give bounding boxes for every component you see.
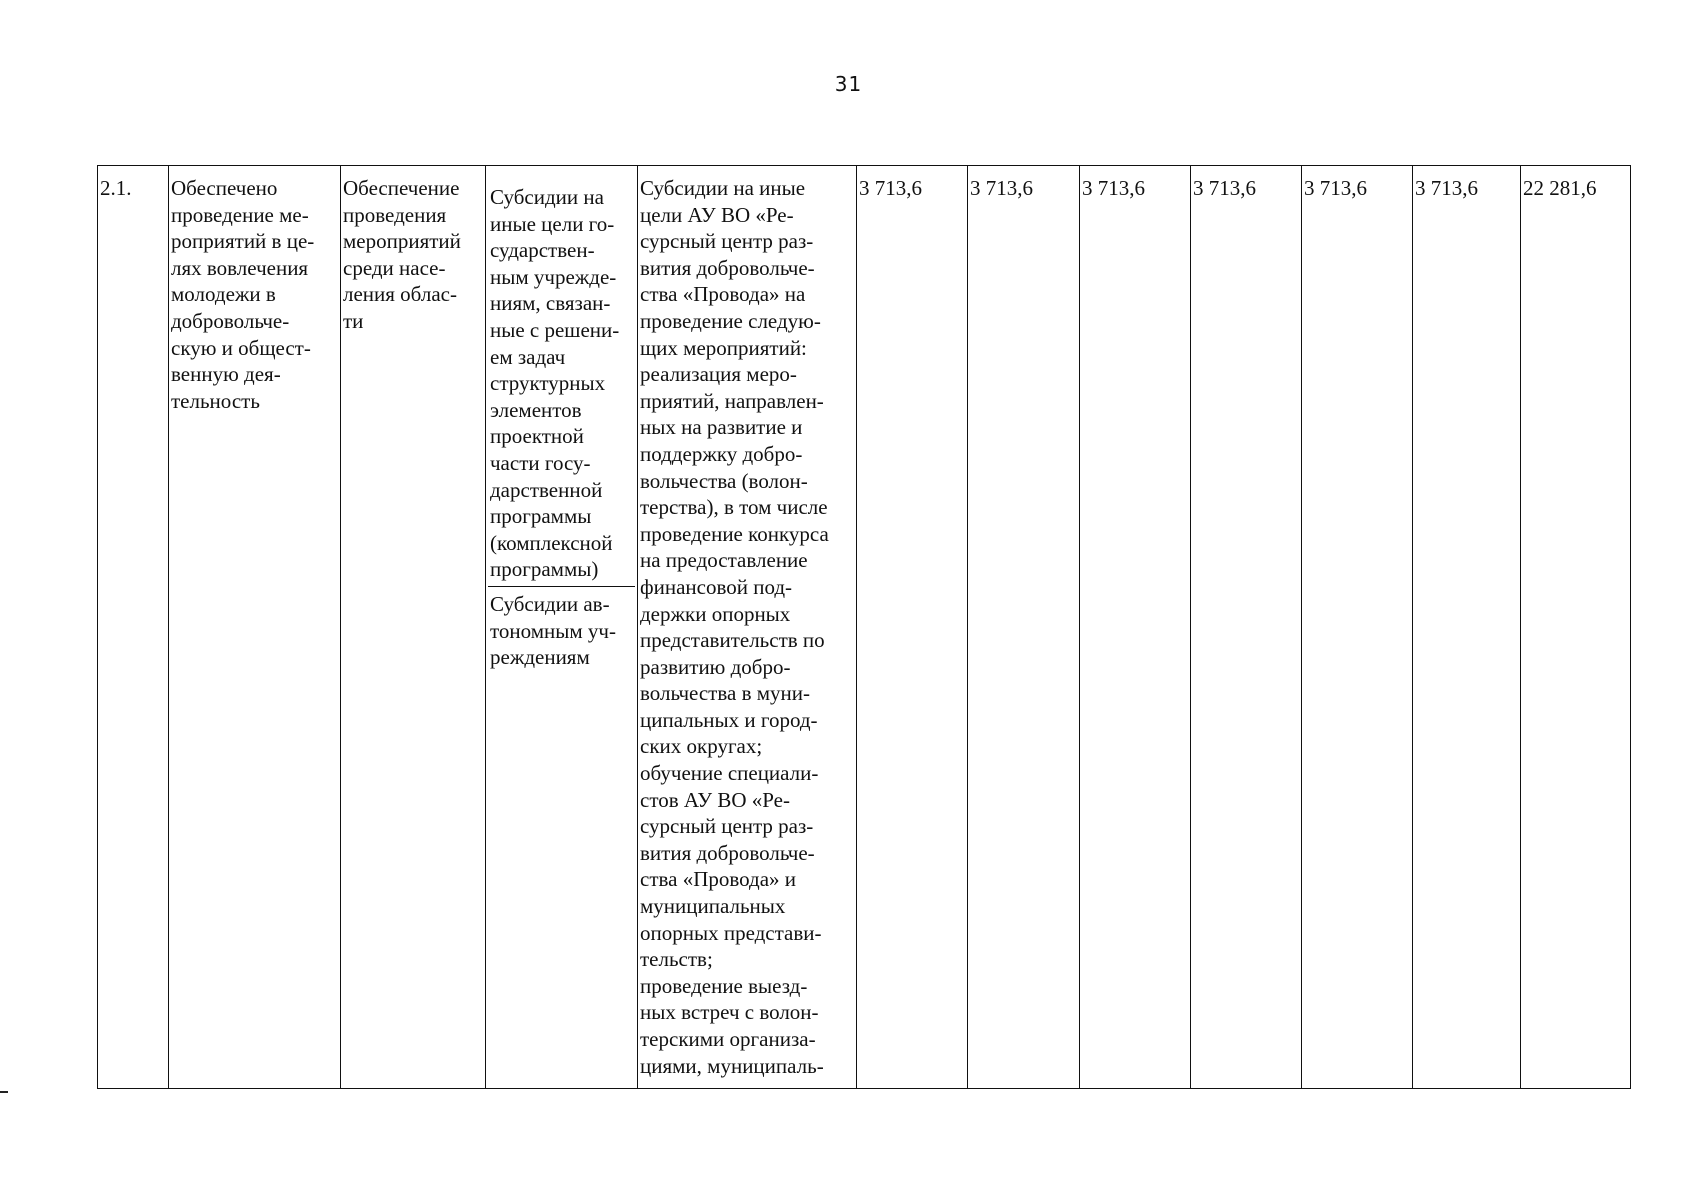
total-cell: 22 281,6 [1521, 166, 1631, 1089]
row-number-cell [98, 166, 169, 1089]
amount-cell-2: 3 713,6 [968, 166, 1080, 1089]
row-number: 2.1. [100, 176, 132, 200]
table-row [98, 166, 1631, 1089]
description-cell [638, 166, 857, 1089]
measure-text: Обеспечение проведения мероприятий среди насе- ления облас- ти [343, 176, 461, 333]
budget-table [97, 165, 1631, 1089]
page-number: 31 [834, 72, 863, 96]
amount-cell-3: 3 713,6 [1080, 166, 1191, 1089]
amount-cell-1: 3 713,6 [857, 166, 968, 1089]
description-text: Субсидии на иные цели АУ ВО «Ре- сурсный центр раз- вития добровольче- ства «Провода» на проведение следую- щих мероприятий: реализация меро- приятий, направлен- ных на развитие и поддержку добро- вольчества (волон- терства), в том числе проведение конкурса на предоставление финансовой под- держки опорных представительств по развитию добро- вольчества в муни- ципальных и город- ских округах; обучение специали- стов АУ ВО «Ре- сурсный центр раз- вития добровольче- ства «Провода» и муниципальных опорных представи- тельств; проведение выезд- ных встреч с волон- терскими организа- циями, муниципаль- [640, 176, 829, 1078]
result-text: Обеспечено проведение ме- роприятий в це- лях вовлечения молодежи в добровольче- скую и общест- венную дея- тельность [171, 176, 315, 413]
amount-cell-6: 3 713,6 [1413, 166, 1521, 1089]
amount-cell-5: 3 713,6 [1302, 166, 1413, 1089]
funding-type-secondary: Субсидии ав- тономным уч- реждениям [490, 591, 616, 670]
measure-cell [341, 166, 486, 1089]
amount-cell-4: 3 713,6 [1191, 166, 1302, 1089]
funding-type-primary: Субсидии на иные цели го- сударствен- ным учрежде- ниям, связан- ные с решени- ем задач структурных элементов проектной части госу- дарственной программы (комплексной программы) [488, 175, 635, 587]
result-cell [169, 166, 341, 1089]
scan-edge-mark [0, 1091, 8, 1093]
funding-type-cell [486, 166, 638, 1089]
